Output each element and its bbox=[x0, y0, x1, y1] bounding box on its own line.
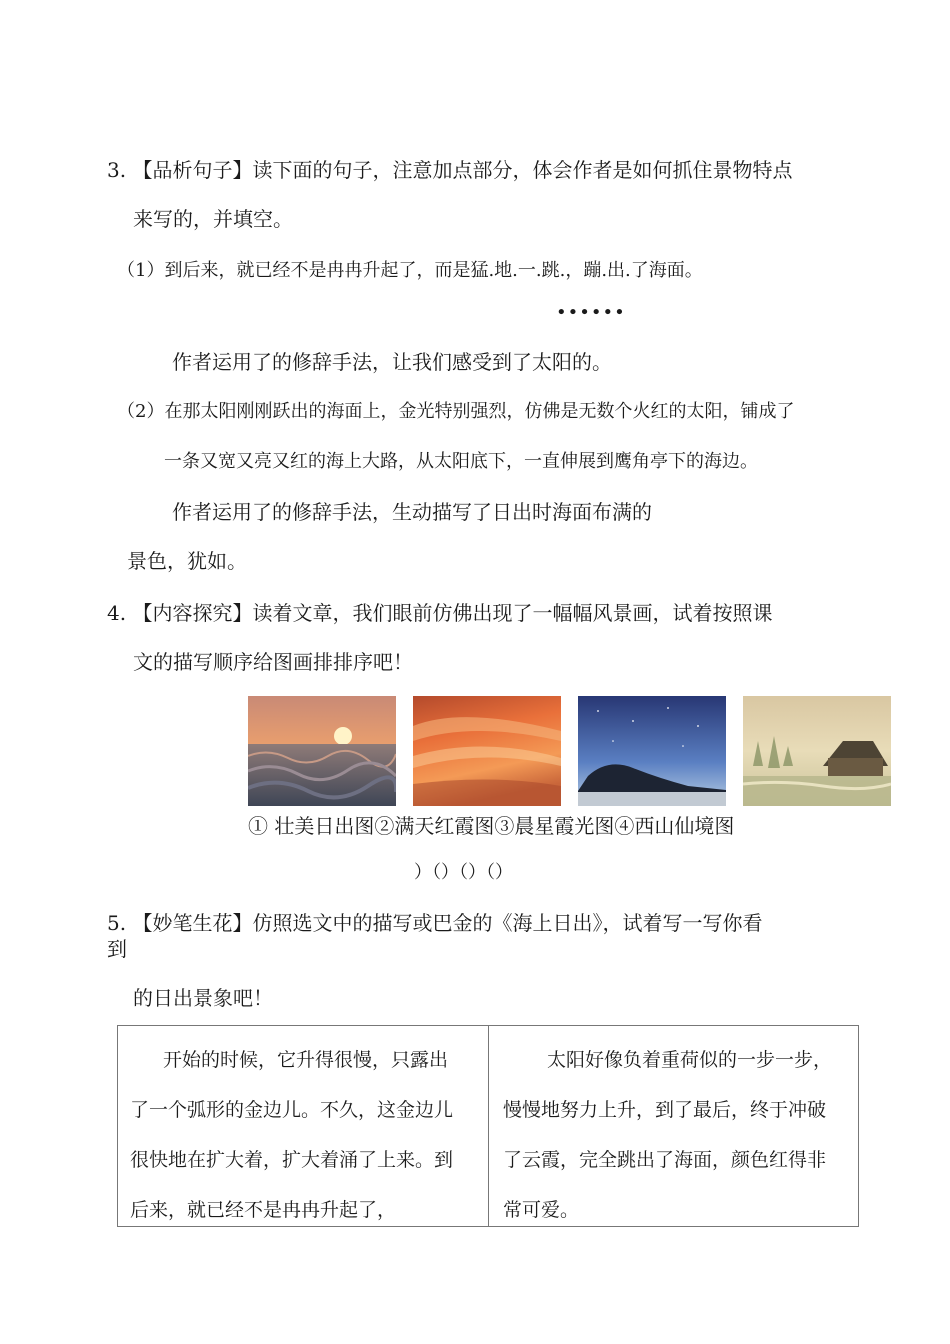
left-cell-line: 很快地在扩大着，扩大着涌了上来。到 bbox=[130, 1149, 454, 1171]
q5-title-line1-wrap: 到 bbox=[107, 937, 127, 961]
left-cell-line: 了一个弧形的金边儿。不久，这金边儿 bbox=[130, 1099, 454, 1121]
q3-sentence-2-fill-line2: 景色，犹如。 bbox=[127, 549, 247, 573]
q4-title-line2: 文的描写顺序给图画排排序吧！ bbox=[133, 650, 413, 674]
q5-title-line2: 的日出景象吧！ bbox=[133, 986, 273, 1010]
q3-sentence-1-fill: 作者运用了的修辞手法，让我们感受到了太阳的。 bbox=[172, 350, 612, 374]
emphasis-dots: •••••• bbox=[556, 302, 626, 323]
right-cell bbox=[503, 1026, 853, 1226]
q3-sentence-2-fill-line1: 作者运用了的修辞手法，生动描写了日出时海面布满的 bbox=[172, 500, 652, 524]
right-cell-line: 太阳好像负着重荷似的一步一步， bbox=[547, 1049, 833, 1071]
right-cell-line: 常可爱。 bbox=[503, 1199, 580, 1221]
misty-cabin-picture bbox=[743, 696, 891, 806]
sunrise-sea-picture bbox=[248, 696, 396, 806]
q3-sentence-2-line2: 一条又宽又亮又红的海上大路，从太阳底下，一直伸展到鹰角亭下的海边。 bbox=[164, 451, 758, 472]
pictures-caption: ① 壮美日出图②满天红霞图③晨星霞光图④西山仙境图 bbox=[248, 814, 735, 838]
left-cell bbox=[130, 1026, 480, 1226]
starry-mountain-picture bbox=[578, 696, 726, 806]
q3-sentence-2-line1: （2）在那太阳刚刚跃出的海面上，金光特别强烈，仿佛是无数个火红的太阳，铺成了 bbox=[117, 401, 795, 422]
q5-title-line1: 5. 【妙笔生花】仿照选文中的描写或巴金的《海上日出》，试着写一写你看 bbox=[107, 911, 763, 935]
q4-title-line1: 4. 【内容探究】读着文章，我们眼前仿佛出现了一幅幅风景画，试着按照课 bbox=[107, 601, 773, 625]
table-divider bbox=[488, 1026, 489, 1226]
right-cell-line: 慢慢地努力上升，到了最后，终于冲破 bbox=[503, 1099, 827, 1121]
left-cell-line: 后来，就已经不是冉冉升起了， bbox=[130, 1199, 397, 1221]
red-clouds-picture bbox=[413, 696, 561, 806]
example-table bbox=[117, 1025, 859, 1227]
q3-sentence-1: （1）到后来，就已经不是冉冉升起了，而是猛.地.一.跳.，蹦.出.了海面。 bbox=[117, 260, 703, 281]
right-cell-line: 了云霞，完全跳出了海面，颜色红得非 bbox=[503, 1149, 827, 1171]
answer-parentheses: ）（）（）（） bbox=[414, 862, 513, 883]
q3-title-line2: 来写的，并填空。 bbox=[133, 207, 293, 231]
left-cell-line: 开始的时候，它升得很慢，只露出 bbox=[163, 1049, 449, 1071]
q3-title-line1: 3. 【品析句子】读下面的句子，注意加点部分，体会作者是如何抓住景物特点 bbox=[107, 158, 793, 182]
